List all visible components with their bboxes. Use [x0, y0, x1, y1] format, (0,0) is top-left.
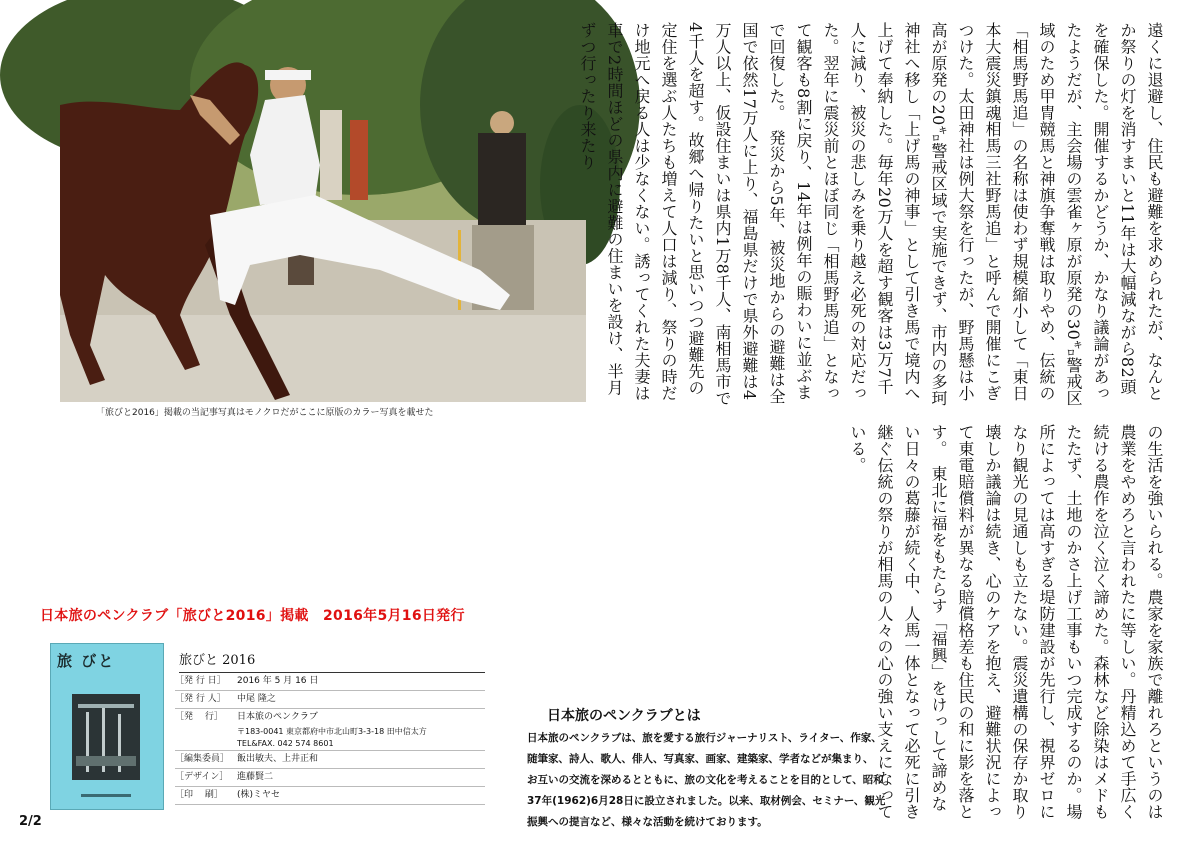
colophon-value: 飯出敏夫、上井正和 [237, 754, 319, 764]
colophon-row-publisher [175, 691, 485, 709]
issuer-name: 日本旅のペンクラブ [237, 712, 318, 722]
colophon-value: 2016 年 5 月 16 日 [237, 676, 319, 686]
colophon-value: (株)ミヤセ [237, 790, 281, 800]
issuer-telfax: TEL&FAX. 042 574 8601 [237, 739, 334, 748]
club-line: 日本旅のペンクラブは、旅を愛する旅行ジャーナリスト、ライター、作家、 [527, 732, 882, 744]
club-heading: 日本旅のペンクラブとは [547, 708, 701, 724]
colophon-label: ［発 行 人］ [175, 694, 226, 704]
colophon-title: 旅びと 2016 [179, 649, 485, 673]
colophon-row-date [175, 673, 485, 691]
colophon-label: ［編集委員］ [175, 754, 230, 764]
article-column-lower: の生活を強いられる。農家を家族で離れろというのは農業をやめろと言われたに等しい。丹精込めて手広く続ける農作を泣く泣く諦めた。森林など除染はメドもたたず、土地のかさ上げ工事もいつ完成するのか。場所によっては高すぎる堤防建設が先行し、視界ゼロになり観光の見通しも立たない。震災遺構の保存か取り壊しか議論は続き、心のケアを抱え、避難状況によって東電賠償料が異なる賠償格差も住民の和に影を落とす。 東北に福をもたらす「福興」をけっして諦めない日々の葛藤が続く中、人馬一体となって必死に引き継ぐ伝統の祭りが相馬の人々の心の強い支えになっている。 [848, 424, 1164, 820]
horse-rider-illustration [60, 15, 586, 402]
colophon-row-design [175, 769, 485, 787]
cover-footer-line [81, 794, 131, 797]
club-line: お互いの交流を深めるとともに、旅の文化を考えることを目的として、昭和 [527, 774, 884, 786]
colophon-value: 進藤賢二 [237, 772, 274, 782]
club-line: 37年(1962)6月28日に設立されました。以来、取材例会、セミナー、観光 [527, 795, 886, 807]
colophon-row-editors [175, 751, 485, 769]
colophon [175, 649, 485, 805]
page-number: 2/2 [19, 814, 42, 829]
colophon-label: ［発 行］ [175, 712, 223, 722]
cover-title: 旅 びと [57, 652, 116, 670]
issuer-address: 〒183-0041 東京都府中市北山町3-3-18 田中信太方 [237, 727, 427, 736]
club-description [527, 728, 989, 833]
colophon-label: ［印 刷］ [175, 790, 223, 800]
colophon-value: 中尾 隆之 [237, 694, 276, 704]
colophon-label: ［発 行 日］ [175, 676, 226, 686]
cover-image [72, 694, 140, 780]
colophon-row-printing [175, 787, 485, 805]
colophon-label: ［デザイン］ [175, 772, 229, 782]
colophon-row-issuer [175, 709, 485, 751]
colophon-value [237, 709, 427, 750]
magazine-cover [50, 643, 164, 810]
club-line: 随筆家、詩人、歌人、俳人、写真家、画家、建築家、学者などが集まり、 [527, 753, 874, 765]
festival-photo [60, 15, 586, 402]
publication-banner: 日本旅のペンクラブ「旅びと2016」掲載 2016年5月16日発行 [40, 608, 465, 624]
article-column-upper: 遠くに退避し、住民も避難を求められたが、なんとか祭りの灯を消すまいと11年は大幅減ながら82頭を確保した。開催するかどうか、かなり議論があったようだが、主会場の雲雀ヶ原が原発の30㌔警戒区域のため甲冑競馬と神旗争奪戦は取りやめ、伝統の「相馬野馬追」の名称は使わず規模縮小して「東日本大震災鎮魂相馬三社野馬追」と呼んで開催にこぎつけた。太田神社は例大祭を行ったが、野馬懸は小高が原発の20㌔警戒区域で実施できず、市内の多珂神社へ移し「上げ馬の神事」として引き馬で境内へ上げて奉納した。毎年20万人を超す観客は3万7千人に減り、被災の悲しみを乗り越え必死の対応だった。翌年に震災前とほぼ同じ「相馬野馬追」となって観客も8割に戻り、14年は例年の賑わいに並ぶまで回復した。 発災から5年、被災地からの避難は全国で依然17万人に上り、福島県だけで県外避難は4万人以上、仮設住まいは県内1万8千人、南相馬市で4千人を超す。故郷へ帰りたいと思いつつ避難先の定住を選ぶ人たちも増えて人口は減り、祭りの時だけ地元へ戻る人は少なくない。誘ってくれた夫妻は車で2時間ほどの県内に避難の住まいを設け、半月ずつ行ったり来たり [578, 22, 1164, 407]
club-line: 振興への提言など、様々な活動を続けております。 [527, 816, 768, 828]
photo-caption: 「旅びと2016」掲載の当記事写真はモノクロだがここに原版のカラー写真を載せた [96, 408, 434, 418]
